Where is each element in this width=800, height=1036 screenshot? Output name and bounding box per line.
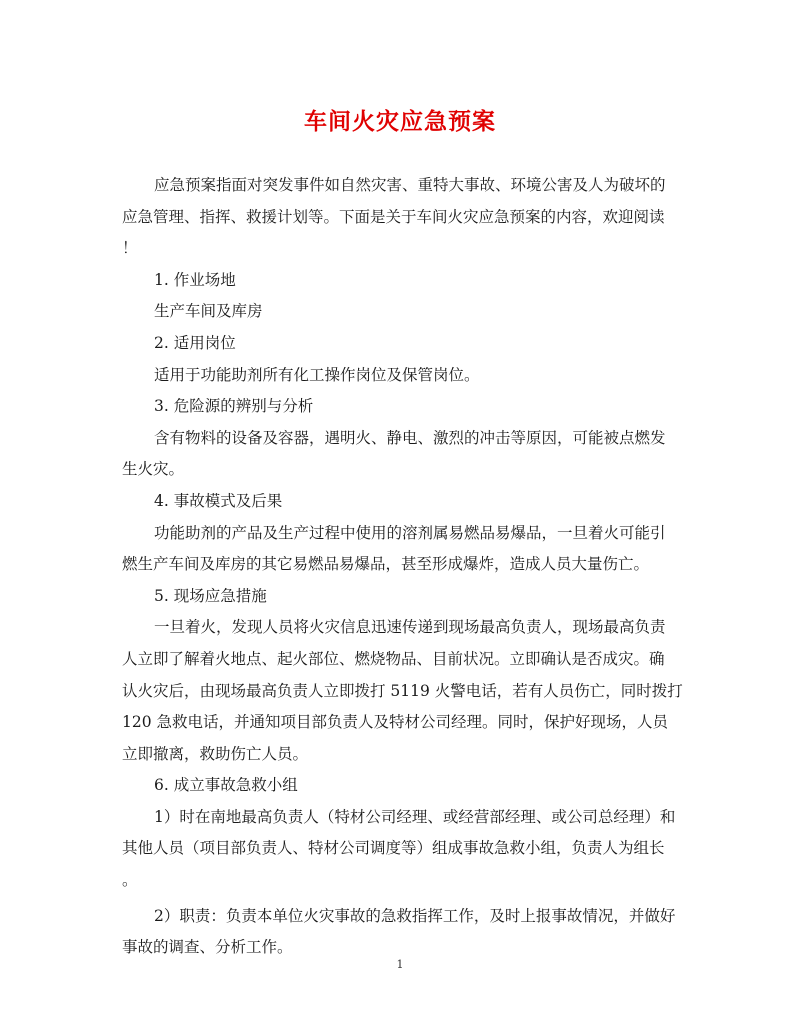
paragraph-line: 一旦着火，发现人员将火灾信息迅速传递到现场最高负责人，现场最高负责 <box>154 618 666 637</box>
paragraph-line: 1）时在南地最高负责人（特材公司经理、或经营部经理、或公司总经理）和 <box>154 807 676 826</box>
page-number: 1 <box>396 958 404 971</box>
paragraph-line: 人立即了解着火地点、起火部位、燃烧物品、目前状况。立即确认是否成灾。确 <box>122 649 665 668</box>
paragraph-line: 应急管理、指挥、救援计划等。下面是关于车间火灾应急预案的内容，欢迎阅读 <box>122 207 665 226</box>
paragraph-line: 认火灾后，由现场最高负责人立即拨打 5119 火警电话，若有人员伤亡，同时拨打 <box>122 681 683 700</box>
paragraph-line: 2）职责：负责本单位火灾事故的急救指挥工作，及时上报事故情况，并做好 <box>154 906 676 925</box>
paragraph-line: 。 <box>122 871 138 890</box>
paragraph-line: 120 急救电话，并通知项目部负责人及特材公司经理。同时，保护好现场，人员 <box>122 713 669 732</box>
paragraph-line: 立即撤离，救助伤亡人员。 <box>122 744 309 763</box>
section-heading: 3. 危险源的辨别与分析 <box>154 397 314 416</box>
paragraph-line: 含有物料的设备及容器，遇明火、静电、激烈的冲击等原因，可能被点燃发 <box>154 428 666 447</box>
section-heading: 2. 适用岗位 <box>154 333 236 352</box>
paragraph-line: 功能助剂的产品及生产过程中使用的溶剂属易燃品易爆品，一旦着火可能引 <box>154 523 666 542</box>
section-heading: 6. 成立事故急救小组 <box>154 776 298 795</box>
paragraph-line: 适用于功能助剂所有化工操作岗位及保管岗位。 <box>154 365 480 384</box>
paragraph-line: 事故的调查、分析工作。 <box>122 938 293 957</box>
document-body <box>122 170 682 964</box>
paragraph-line: 燃生产车间及库房的其它易燃品易爆品，甚至形成爆炸，造成人员大量伤亡。 <box>122 555 650 574</box>
paragraph-line: 其他人员（项目部负责人、特材公司调度等）组成事故急救小组，负责人为组长 <box>122 839 665 858</box>
section-heading: 1. 作业场地 <box>154 270 236 289</box>
section-heading: 5. 现场应急措施 <box>154 586 267 605</box>
paragraph-line: 生产车间及库房 <box>154 302 263 321</box>
section-heading: 4. 事故模式及后果 <box>154 491 283 510</box>
paragraph-line: ！ <box>122 239 138 258</box>
paragraph-line: 应急预案指面对突发事件如自然灾害、重特大事故、环境公害及人为破坏的 <box>154 176 666 194</box>
document-title: 车间火灾应急预案 <box>304 108 496 135</box>
paragraph-line: 生火灾。 <box>122 460 185 479</box>
